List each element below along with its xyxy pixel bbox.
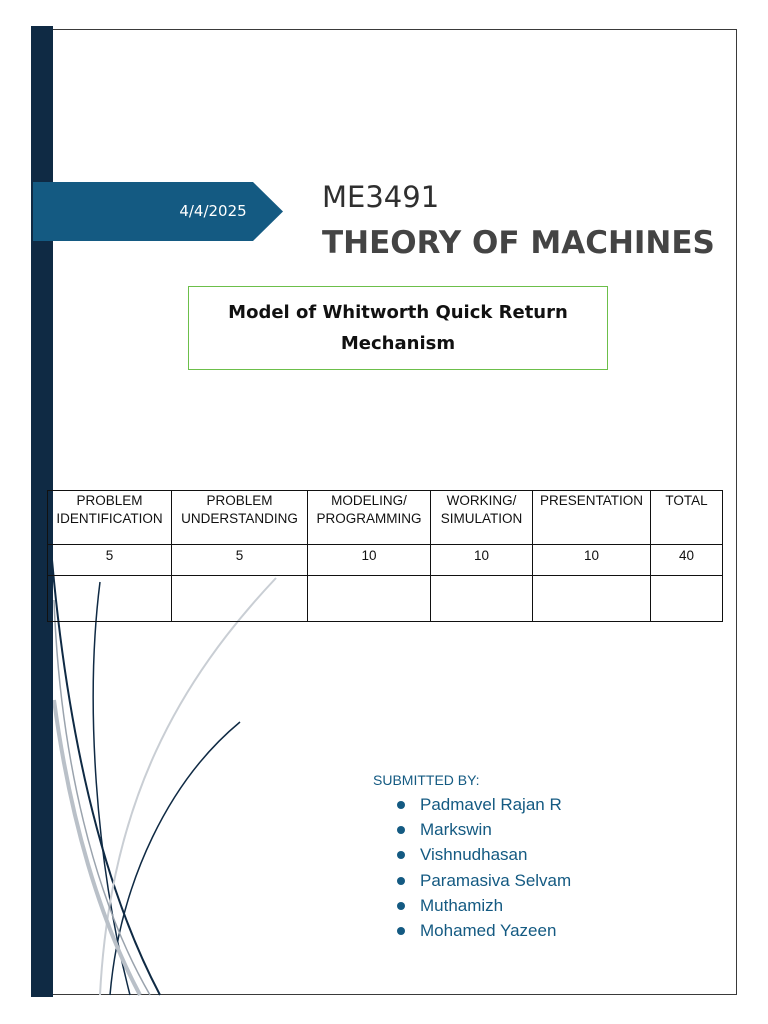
bullet-icon — [397, 801, 405, 809]
table-header-cell: WORKING/ SIMULATION — [431, 491, 533, 545]
awarded-mark-cell — [48, 576, 172, 622]
member-item — [396, 792, 571, 817]
max-mark-cell: 5 — [172, 545, 308, 576]
member-item — [396, 893, 571, 918]
member-name: Vishnudhasan — [420, 845, 528, 865]
member-name: Paramasiva Selvam — [420, 870, 572, 890]
awarded-marks-row — [48, 576, 723, 622]
awarded-mark-cell — [533, 576, 651, 622]
member-name: Muthamizh — [420, 895, 504, 915]
awarded-mark-cell — [308, 576, 431, 622]
table-header-cell: MODELING/ PROGRAMMING — [308, 491, 431, 545]
table-header-cell: PRESENTATION — [533, 491, 651, 545]
max-mark-cell: 40 — [651, 545, 723, 576]
table-header-row — [48, 491, 723, 545]
submitted-by-label: SUBMITTED BY: — [373, 772, 480, 788]
bullet-icon — [397, 851, 405, 859]
bullet-icon — [397, 826, 405, 834]
table-header-cell: PROBLEM UNDERSTANDING — [172, 491, 308, 545]
bullet-icon — [397, 927, 405, 935]
bullet-icon — [397, 902, 405, 910]
course-code: ME3491 — [322, 180, 440, 214]
member-item — [396, 918, 571, 943]
project-title-box — [188, 286, 608, 370]
member-item — [396, 817, 571, 842]
member-item — [396, 842, 571, 867]
member-name: Mohamed Yazeen — [420, 920, 557, 940]
project-title: Model of Whitworth Quick Return Mechanism — [228, 302, 568, 354]
max-mark-cell: 10 — [431, 545, 533, 576]
max-mark-cell: 10 — [533, 545, 651, 576]
course-title: THEORY OF MACHINES — [322, 225, 715, 261]
member-item — [396, 868, 571, 893]
table-header-cell: TOTAL — [651, 491, 723, 545]
table-header-cell: PROBLEM IDENTIFICATION — [48, 491, 172, 545]
marks-table — [47, 490, 723, 622]
member-name: Padmavel Rajan R — [420, 795, 562, 814]
awarded-mark-cell — [172, 576, 308, 622]
awarded-mark-cell — [651, 576, 723, 622]
awarded-mark-cell — [431, 576, 533, 622]
member-list — [396, 792, 571, 943]
member-name: Markswin — [420, 820, 492, 840]
date-label: 4/4/2025 — [179, 202, 247, 220]
max-marks-row — [48, 545, 723, 576]
max-mark-cell: 10 — [308, 545, 431, 576]
max-mark-cell: 5 — [48, 545, 172, 576]
bullet-icon — [397, 877, 405, 885]
